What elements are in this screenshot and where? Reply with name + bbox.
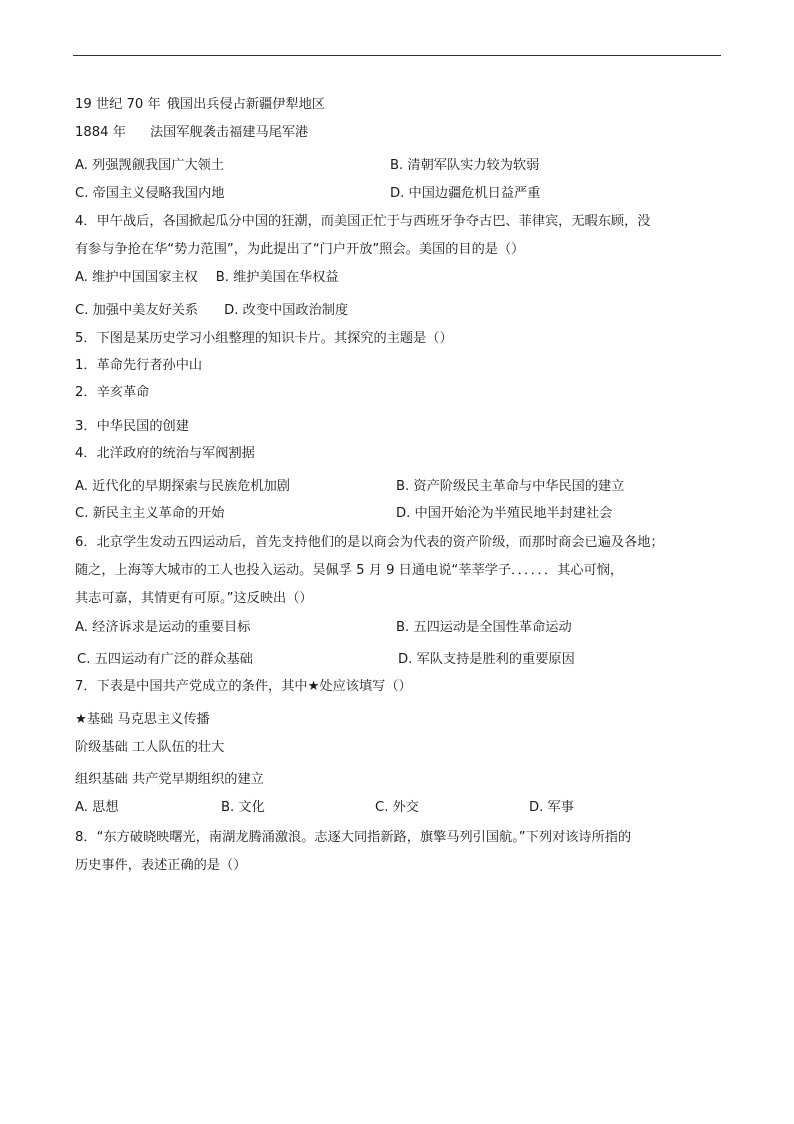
q5-option-b: B. 资产阶级民主革命与中华民国的建立 bbox=[396, 479, 625, 494]
q5-card-4: 4．北洋政府的统治与军阀割据 bbox=[75, 446, 255, 461]
event-text: 俄国出兵侵占新疆伊犁地区 bbox=[166, 97, 325, 112]
q5-card-2: 2．辛亥革命 bbox=[75, 385, 150, 400]
q4-option-b: B. 维护美国在华权益 bbox=[215, 270, 339, 285]
q5-card-1: 1．革命先行者孙中山 bbox=[75, 358, 203, 373]
q7-row-1: ★基础 马克思主义传播 bbox=[75, 712, 210, 727]
event-time: 1884 年 bbox=[75, 125, 126, 140]
q7-option-a: A. 思想 bbox=[75, 800, 119, 815]
q7-option-c: C. 外交 bbox=[375, 800, 419, 815]
q7-row-2: 阶级基础 工人队伍的壮大 bbox=[75, 740, 225, 755]
q3-option-d: D. 中国边疆危机日益严重 bbox=[390, 186, 541, 201]
event-text: 法国军舰袭击福建马尾军港 bbox=[149, 125, 309, 140]
q8-stem-line-1: 8．“东方破晓映曙光，南湖龙腾涌激浪。志逐大同指新路，旗擎马列引国航。”下列对该诗所指的 bbox=[75, 830, 632, 845]
q5-option-d: D. 中国开始沦为半殖民地半封建社会 bbox=[396, 506, 613, 521]
q7-option-b: B. 文化 bbox=[221, 800, 265, 815]
event-line-2 bbox=[75, 124, 308, 142]
q6-stem-line-3: 其志可嘉，其情更有可原。”这反映出（） bbox=[75, 591, 313, 606]
event-time: 19 世纪 70 年 bbox=[75, 97, 161, 112]
q4-option-a: A. 维护中国国家主权 bbox=[75, 270, 198, 285]
q4-option-c: C. 加强中美友好关系 bbox=[75, 303, 199, 318]
q6-stem-line-1: 6．北京学生发动五四运动后，首先支持他们的是以商会为代表的资产阶级，而那时商会已遍及各地； bbox=[75, 535, 664, 550]
q3-option-c: C. 帝国主义侵略我国内地 bbox=[75, 186, 225, 201]
q6-option-d: D. 军队支持是胜利的重要原因 bbox=[398, 652, 575, 667]
q7-stem: 7．下表是中国共产党成立的条件，其中★处应该填写（） bbox=[75, 679, 412, 694]
q5-stem: 5．下图是某历史学习小组整理的知识卡片。其探究的主题是（） bbox=[75, 331, 453, 346]
q7-option-d: D. 军事 bbox=[529, 800, 574, 815]
q5-card-3: 3．中华民国的创建 bbox=[75, 419, 189, 434]
q6-stem-line-2: 随之，上海等大城市的工人也投入运动。吴佩孚 5 月 9 日通电说“莘莘学子．．．．．．其心可悯， bbox=[75, 563, 624, 578]
event-line-1 bbox=[75, 96, 325, 114]
q5-option-a: A. 近代化的早期探索与民族危机加剧 bbox=[75, 479, 290, 494]
q3-option-a: A. 列强觊觎我国广大领土 bbox=[75, 158, 225, 173]
q4-options-row-2 bbox=[75, 302, 348, 320]
q7-row-3: 组织基础 共产党早期组织的建立 bbox=[75, 772, 264, 787]
q3-option-b: B. 清朝军队实力较为软弱 bbox=[390, 158, 540, 173]
q4-stem-line-2: 有参与争抢在华“势力范围”，为此提出了“门户开放”照会。美国的目的是（） bbox=[75, 242, 525, 257]
q5-option-c: C. 新民主主义革命的开始 bbox=[75, 506, 225, 521]
header-rule bbox=[73, 55, 721, 56]
q6-option-a: A. 经济诉求是运动的重要目标 bbox=[75, 620, 251, 635]
q4-option-d: D. 改变中国政治制度 bbox=[224, 303, 349, 318]
q6-option-b: B. 五四运动是全国性革命运动 bbox=[396, 620, 572, 635]
q6-option-c: C. 五四运动有广泛的群众基础 bbox=[77, 652, 253, 667]
q4-stem-line-1: 4．甲午战后，各国掀起瓜分中国的狂潮，而美国正忙于与西班牙争夺古巴、菲律宾，无暇东顾，没 bbox=[75, 214, 651, 229]
q4-options-row-1 bbox=[75, 269, 339, 287]
q8-stem-line-2: 历史事件，表述正确的是（） bbox=[75, 858, 247, 873]
